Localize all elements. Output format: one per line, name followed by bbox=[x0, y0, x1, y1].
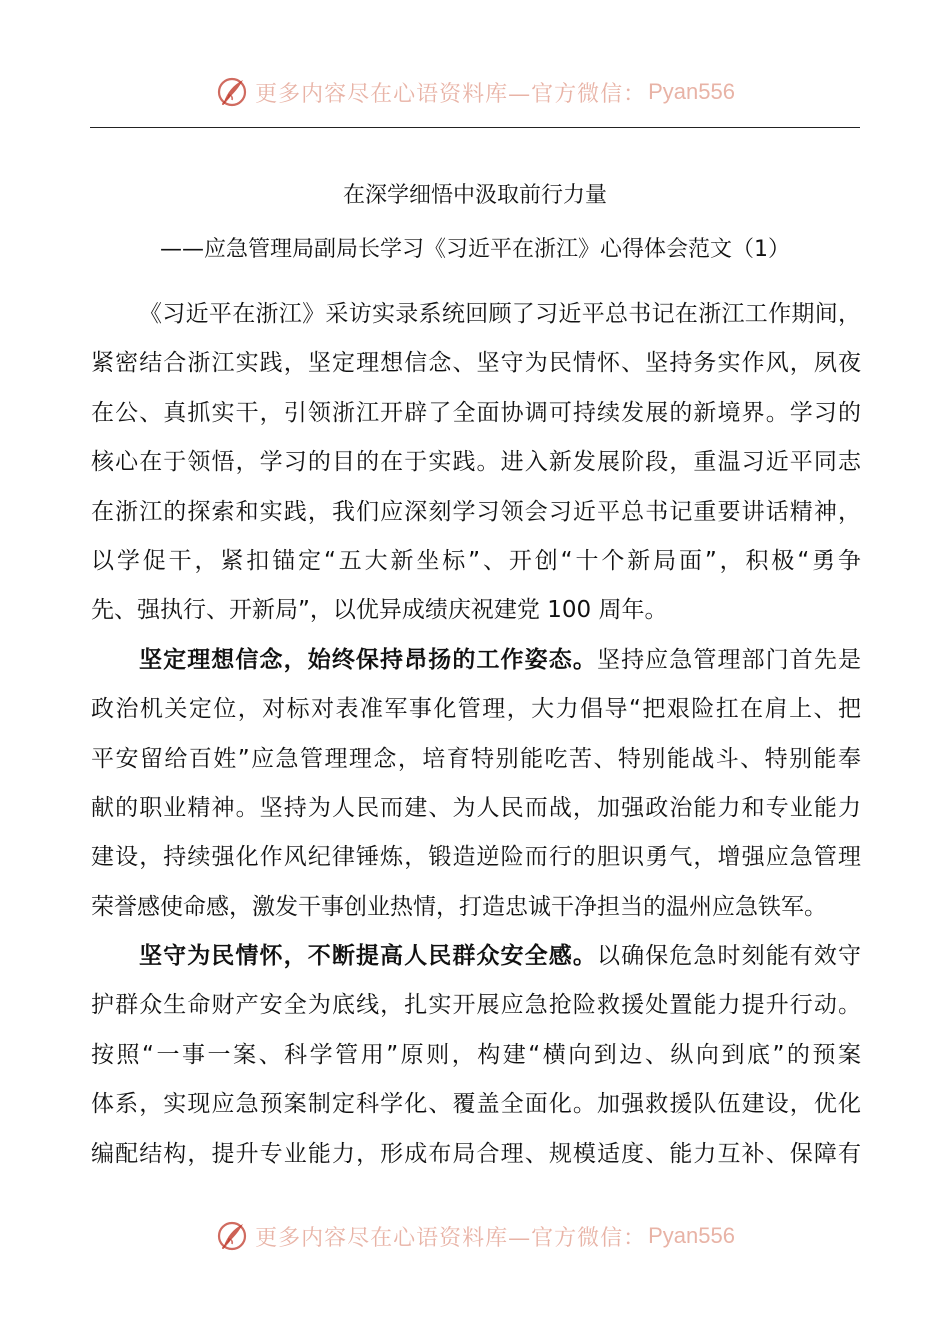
document-subtitle: ——应急管理局副局长学习《习近平在浙江》心得体会范文（1） bbox=[160, 237, 790, 262]
paragraph-ideals bbox=[91, 636, 861, 932]
feather-logo-icon bbox=[215, 1219, 249, 1253]
paragraph-line: 编配结构，提升专业能力，形成布局合理、规模适度、能力互补、保障有 bbox=[91, 1140, 861, 1167]
document-body bbox=[91, 290, 861, 1179]
paragraph-line: 核心在于领悟，学习的目的在于实践。进入新发展阶段，重温习近平同志 bbox=[91, 449, 861, 476]
document-title: 在深学细悟中汲取前行力量 bbox=[342, 183, 607, 208]
feather-logo-icon bbox=[215, 75, 249, 109]
paragraph-line-text: 以确保危急时刻能有效守 bbox=[596, 943, 862, 970]
paragraph-line: 护群众生命财产安全为底线，扎实开展应急抢险救援处置能力提升行动。 bbox=[91, 992, 861, 1019]
paragraph-line: 先、强执行、开新局”，以优异成绩庆祝建党 100 周年。 bbox=[91, 597, 668, 624]
paragraph-line: 建设，持续强化作风纪律锤炼，锻造逆险而行的胆识勇气，增强应急管理 bbox=[91, 844, 861, 871]
paragraph-line: 紧密结合浙江实践，坚定理想信念、坚守为民情怀、坚持务实作风，夙夜 bbox=[91, 350, 861, 377]
paragraph-line: 体系，实现应急预案制定科学化、覆盖全面化。加强救援队伍建设，优化 bbox=[91, 1091, 861, 1118]
watermark-banner-top bbox=[0, 70, 950, 114]
paragraph-line: 以学促干，紧扣锚定“五大新坐标”、开创“十个新局面”，积极“勇争 bbox=[91, 547, 861, 574]
header-divider bbox=[90, 127, 860, 128]
paragraph-line: 《习近平在浙江》采访实录系统回顾了习近平总书记在浙江工作期间， bbox=[139, 301, 861, 327]
paragraph-lead-heading: 坚定理想信念，始终保持昂扬的工作姿态。 bbox=[139, 646, 597, 673]
paragraph-first-line bbox=[91, 636, 861, 685]
watermark-wechat-id: Pyan556 bbox=[648, 79, 735, 104]
paragraph-line: 按照“一事一案、科学管用”原则，构建“横向到边、纵向到底”的预案 bbox=[91, 1041, 861, 1068]
paragraph-line: 政治机关定位，对标对表准军事化管理，大力倡导“把艰险扛在肩上、把 bbox=[91, 696, 861, 723]
paragraph-line: 荣誉感使命感，激发干事创业热情，打造忠诚干净担当的温州应急铁军。 bbox=[91, 893, 827, 920]
paragraph-line-text: 坚持应急管理部门首先是 bbox=[596, 646, 862, 673]
watermark-text: 更多内容尽在心语资料库—官方微信： bbox=[255, 81, 647, 107]
paragraph-line: 在公、真抓实干，引领浙江开辟了全面协调可持续发展的新境界。学习的 bbox=[91, 399, 861, 426]
watermark-banner-bottom bbox=[0, 1214, 950, 1258]
watermark-wechat-id: Pyan556 bbox=[648, 1223, 735, 1248]
paragraph-line: 在浙江的探索和实践，我们应深刻学习领会习近平总书记重要讲话精神， bbox=[91, 498, 861, 525]
paragraph-people bbox=[91, 932, 861, 1179]
watermark-text: 更多内容尽在心语资料库—官方微信： bbox=[255, 1225, 647, 1251]
paragraph-intro bbox=[91, 290, 861, 636]
paragraph-first-line bbox=[91, 932, 861, 981]
paragraph-line: 献的职业精神。坚持为人民而建、为人民而战，加强政治能力和专业能力 bbox=[91, 794, 861, 821]
paragraph-lead-heading: 坚守为民情怀，不断提高人民群众安全感。 bbox=[139, 943, 597, 970]
paragraph-line: 平安留给百姓”应急管理理念，培育特别能吃苦、特别能战斗、特别能奉 bbox=[91, 745, 861, 772]
